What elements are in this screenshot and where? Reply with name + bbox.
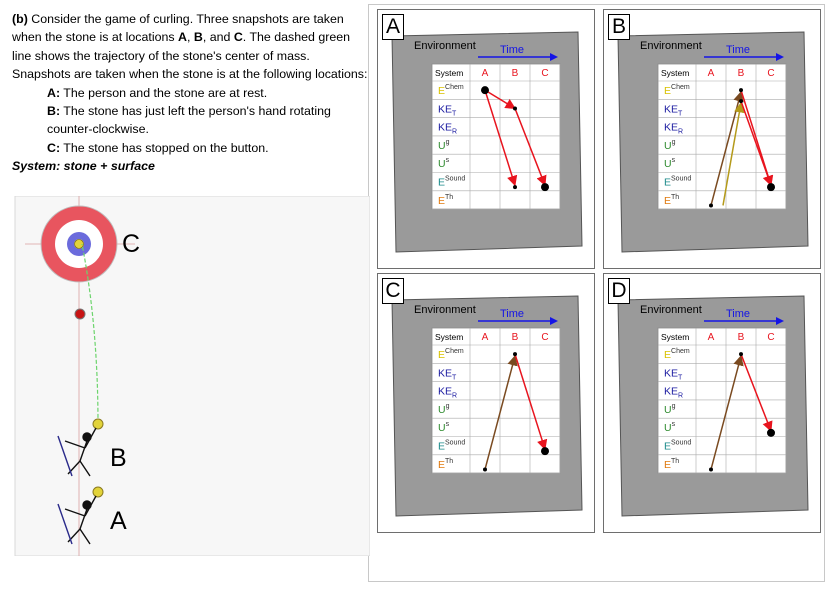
energy-row-label: $KE_R$	[664, 385, 684, 400]
energy-row-label: $U^g$	[438, 402, 450, 416]
stone-at-a	[93, 487, 103, 497]
energy-grid	[604, 10, 820, 268]
energy-row-label: $E^{Sound}$	[664, 175, 692, 189]
energy-point	[739, 352, 743, 356]
energy-row-label: $U^s$	[438, 157, 450, 171]
column-header-c: C	[541, 332, 549, 343]
energy-row-label: $E^{Th}$	[664, 193, 680, 207]
red-stone	[75, 309, 85, 319]
energy-point	[483, 467, 487, 471]
location-key: B:	[47, 104, 61, 119]
column-header-b: B	[737, 332, 745, 343]
column-header-a: A	[481, 332, 489, 343]
column-header-b: B	[511, 68, 519, 79]
energy-point	[739, 88, 743, 92]
energy-row-label: $E^{Th}$	[664, 457, 680, 471]
energy-row-label: $E^{Chem}$	[664, 84, 690, 97]
energy-row-label: $KE_T$	[438, 367, 457, 382]
energy-point	[709, 467, 713, 471]
energy-row-label: $KE_R$	[438, 121, 458, 136]
energy-row-label: $U^g$	[664, 138, 676, 152]
intro-loc-a: A	[178, 30, 187, 45]
choice-panel-a[interactable]	[377, 9, 595, 269]
energy-row-label: $E^{Sound}$	[438, 175, 466, 189]
time-label: Time	[500, 44, 525, 56]
problem-statement	[12, 10, 370, 176]
system-header: System	[435, 332, 464, 342]
location-c	[12, 139, 370, 157]
environment-label: Environment	[640, 40, 702, 52]
energy-row-label: $E^{Sound}$	[664, 439, 692, 453]
energy-row-label: $E^{Chem}$	[438, 84, 464, 97]
column-header-c: C	[541, 68, 549, 79]
location-key: C:	[47, 140, 61, 155]
panel-letter: A	[382, 14, 404, 40]
environment-label: Environment	[414, 304, 476, 316]
label-c: C	[122, 230, 141, 258]
column-header-a: A	[707, 68, 715, 79]
system-header: System	[661, 332, 690, 342]
energy-row-label: $E^{Chem}$	[664, 348, 690, 361]
environment-label: Environment	[640, 304, 702, 316]
energy-row-label: $KE_R$	[438, 385, 458, 400]
system-header: System	[435, 68, 464, 78]
system-definition: System: stone + surface	[12, 159, 155, 174]
energy-point	[767, 429, 775, 437]
energy-row-label: $E^{Chem}$	[438, 348, 464, 361]
energy-row-label: $U^s$	[664, 421, 676, 435]
energy-row-label: $E^{Th}$	[438, 457, 454, 471]
stone-at-b	[93, 419, 103, 429]
intro-loc-c: C	[233, 30, 243, 45]
label-a: A	[110, 507, 127, 535]
intro-sep-1: ,	[186, 30, 191, 45]
energy-point	[513, 106, 517, 110]
location-a	[12, 84, 370, 102]
panel-letter: C	[382, 278, 404, 304]
house-target	[41, 206, 117, 282]
energy-grid	[378, 274, 594, 532]
energy-point	[513, 185, 517, 189]
location-key: A:	[47, 85, 61, 100]
location-text: The stone has stopped on the button.	[63, 140, 269, 155]
environment-label: Environment	[414, 40, 476, 52]
location-text: The stone has just left the person's hand rotating counter-clockwise.	[47, 104, 331, 137]
time-label: Time	[726, 44, 751, 56]
energy-point	[709, 203, 713, 207]
energy-point	[541, 447, 549, 455]
energy-point	[513, 352, 517, 356]
energy-row-label: $U^s$	[664, 157, 676, 171]
label-b: B	[110, 444, 127, 472]
panel-letter: B	[608, 14, 630, 40]
column-header-b: B	[511, 332, 519, 343]
time-label: Time	[500, 308, 525, 320]
location-b	[12, 102, 370, 139]
curling-sheet-illustration	[10, 196, 370, 556]
column-header-b: B	[737, 68, 745, 79]
panel-letter: D	[608, 278, 630, 304]
choice-panel-c[interactable]	[377, 273, 595, 533]
system-header: System	[661, 68, 690, 78]
energy-row-label: $KE_T$	[664, 367, 683, 382]
energy-row-label: $KE_T$	[664, 103, 683, 118]
energy-grid	[604, 274, 820, 532]
part-label: (b)	[12, 12, 28, 26]
energy-row-label: $E^{Th}$	[438, 193, 454, 207]
energy-row-label: $U^s$	[438, 421, 450, 435]
energy-point	[739, 99, 743, 103]
problem-intro	[12, 10, 370, 84]
intro-rest: . The dashed green line shows the trajectory of the stone's center of mass. Snapshots are taken when the stone is at the following locations:	[12, 30, 368, 82]
choice-panel-d[interactable]	[603, 273, 821, 533]
location-text: The person and the stone are at rest.	[63, 85, 268, 100]
column-header-a: A	[707, 332, 715, 343]
energy-row-label: $KE_T$	[438, 103, 457, 118]
column-header-c: C	[767, 332, 775, 343]
column-header-c: C	[767, 68, 775, 79]
time-label: Time	[726, 308, 751, 320]
energy-grid	[378, 10, 594, 268]
choice-panel-b[interactable]	[603, 9, 821, 269]
energy-row-label: $U^g$	[438, 138, 450, 152]
energy-row-label: $U^g$	[664, 402, 676, 416]
intro-loc-b: B	[193, 30, 203, 45]
energy-point	[767, 183, 775, 191]
energy-point	[481, 86, 489, 94]
energy-row-label: $KE_R$	[664, 121, 684, 136]
intro-text: Consider the game of curling. Three snapshots are taken when the stone is at locations	[12, 12, 344, 45]
energy-row-label: $E^{Sound}$	[438, 439, 466, 453]
energy-point	[541, 183, 549, 191]
column-header-a: A	[481, 68, 489, 79]
intro-sep-2: , and	[202, 30, 231, 45]
